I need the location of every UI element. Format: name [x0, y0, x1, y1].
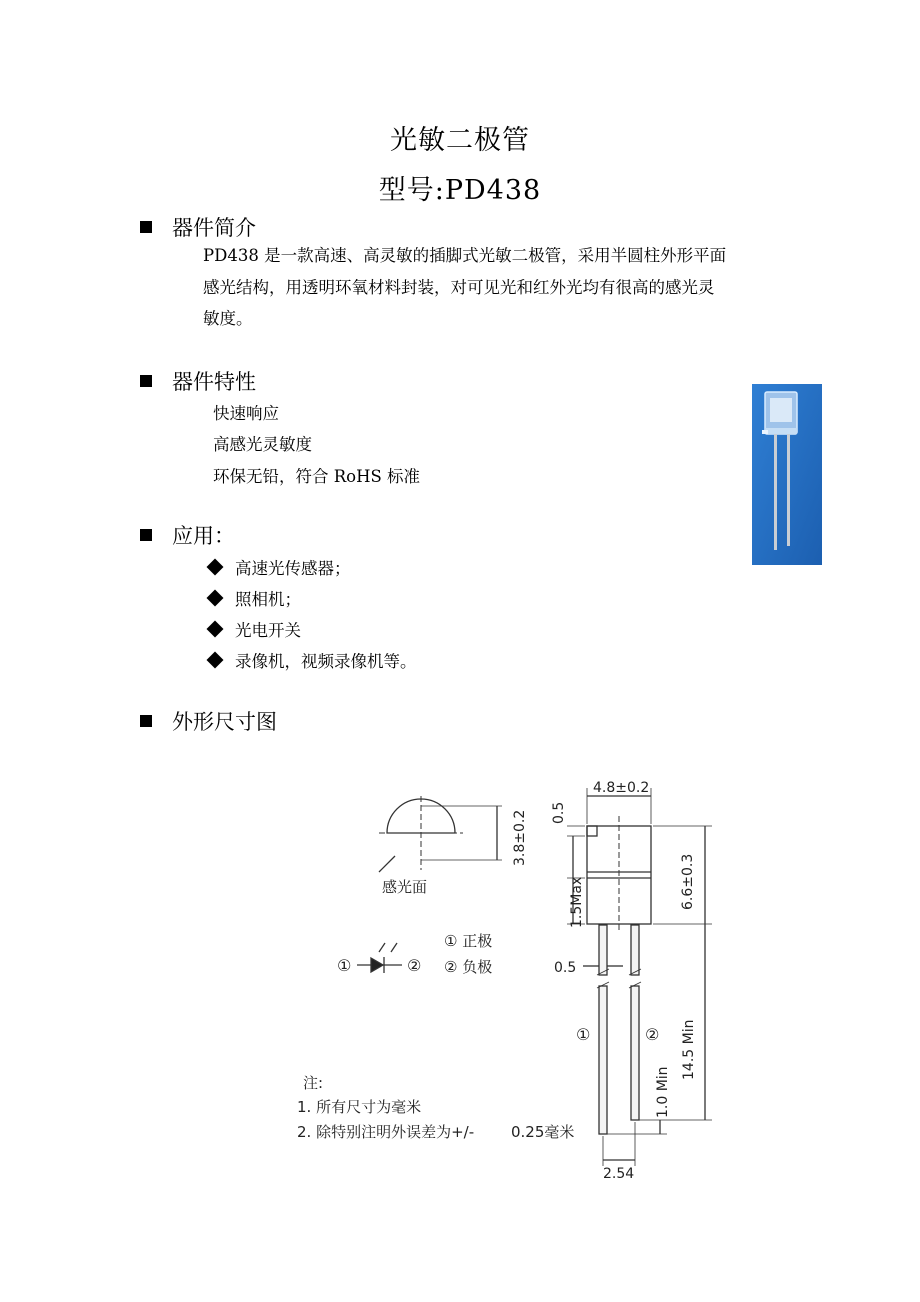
- model-number: 型号:PD438: [378, 175, 542, 206]
- product-photo: [752, 384, 822, 565]
- feature-item: 环保无铅，符合 RoHS 标准: [213, 467, 421, 486]
- intro-line: 感光结构，用透明环氧材料封装，对可见光和红外光均有很高的感光灵: [203, 277, 715, 297]
- application-item: [207, 617, 301, 641]
- legend-negative: ② 负极: [444, 958, 493, 976]
- symbol-pin1: ①: [337, 956, 352, 975]
- application-label: 高速光传感器；: [235, 559, 351, 578]
- dim-max: 1.5Max: [569, 876, 585, 928]
- intro-line: PD438 是一款高速、高灵敏的插脚式光敏二极管，采用半圆柱外形平面: [203, 246, 727, 265]
- dim-lead-width: 0.5: [554, 960, 577, 976]
- dim-min: 1.0 Min: [655, 1066, 671, 1118]
- feature-item: 高感光灵敏度: [213, 435, 312, 454]
- features-heading: 器件特性: [172, 370, 256, 394]
- legend-positive: ① 正极: [444, 932, 493, 950]
- square-bullet-icon: [140, 529, 152, 541]
- symbol-pin2: ②: [407, 956, 422, 975]
- dim-body: 6.6±0.3: [680, 853, 696, 910]
- section-heading-intro: [140, 212, 256, 242]
- dim-lead-length: 14.5 Min: [681, 1019, 697, 1080]
- application-label: 光电开关: [235, 621, 301, 640]
- square-bullet-icon: [140, 221, 152, 233]
- square-bullet-icon: [140, 715, 152, 727]
- diamond-bullet-icon: [207, 590, 224, 607]
- application-label: 录像机，视频录像机等。: [235, 652, 417, 671]
- application-item: [207, 586, 301, 610]
- lead-pin1: ①: [576, 1025, 591, 1044]
- intro-heading: 器件简介: [172, 216, 256, 240]
- section-heading-applications: [140, 520, 235, 550]
- sensor-surface-label: 感光面: [382, 878, 428, 896]
- dim-top: 0.5: [551, 801, 567, 824]
- intro-line: 敏度。: [203, 309, 253, 328]
- note-2-tolerance: 0.25毫米: [511, 1123, 575, 1141]
- dimension-drawing: [287, 768, 757, 1208]
- feature-item: 快速响应: [213, 404, 279, 423]
- outline-heading: 外形尺寸图: [172, 710, 277, 734]
- section-heading-outline: [140, 706, 277, 736]
- section-heading-features: [140, 366, 256, 396]
- dim-diameter: 3.8±0.2: [512, 809, 528, 866]
- diamond-bullet-icon: [207, 559, 224, 576]
- note-1: 1. 所有尺寸为毫米: [297, 1098, 422, 1116]
- diamond-bullet-icon: [207, 621, 224, 638]
- applications-heading: 应用：: [172, 524, 235, 548]
- intro-paragraph: [203, 240, 788, 335]
- square-bullet-icon: [140, 375, 152, 387]
- note-title: 注:: [303, 1074, 324, 1092]
- dim-pitch: 2.54: [603, 1166, 635, 1182]
- diamond-bullet-icon: [207, 652, 224, 669]
- note-2: 2. 除特别注明外误差为+/-: [297, 1123, 475, 1141]
- document-title: 光敏二极管: [390, 125, 530, 156]
- dim-width: 4.8±0.2: [593, 780, 650, 796]
- application-item: [207, 555, 351, 579]
- lead-pin2: ②: [645, 1025, 660, 1044]
- application-item: [207, 648, 417, 672]
- application-label: 照相机；: [235, 590, 301, 609]
